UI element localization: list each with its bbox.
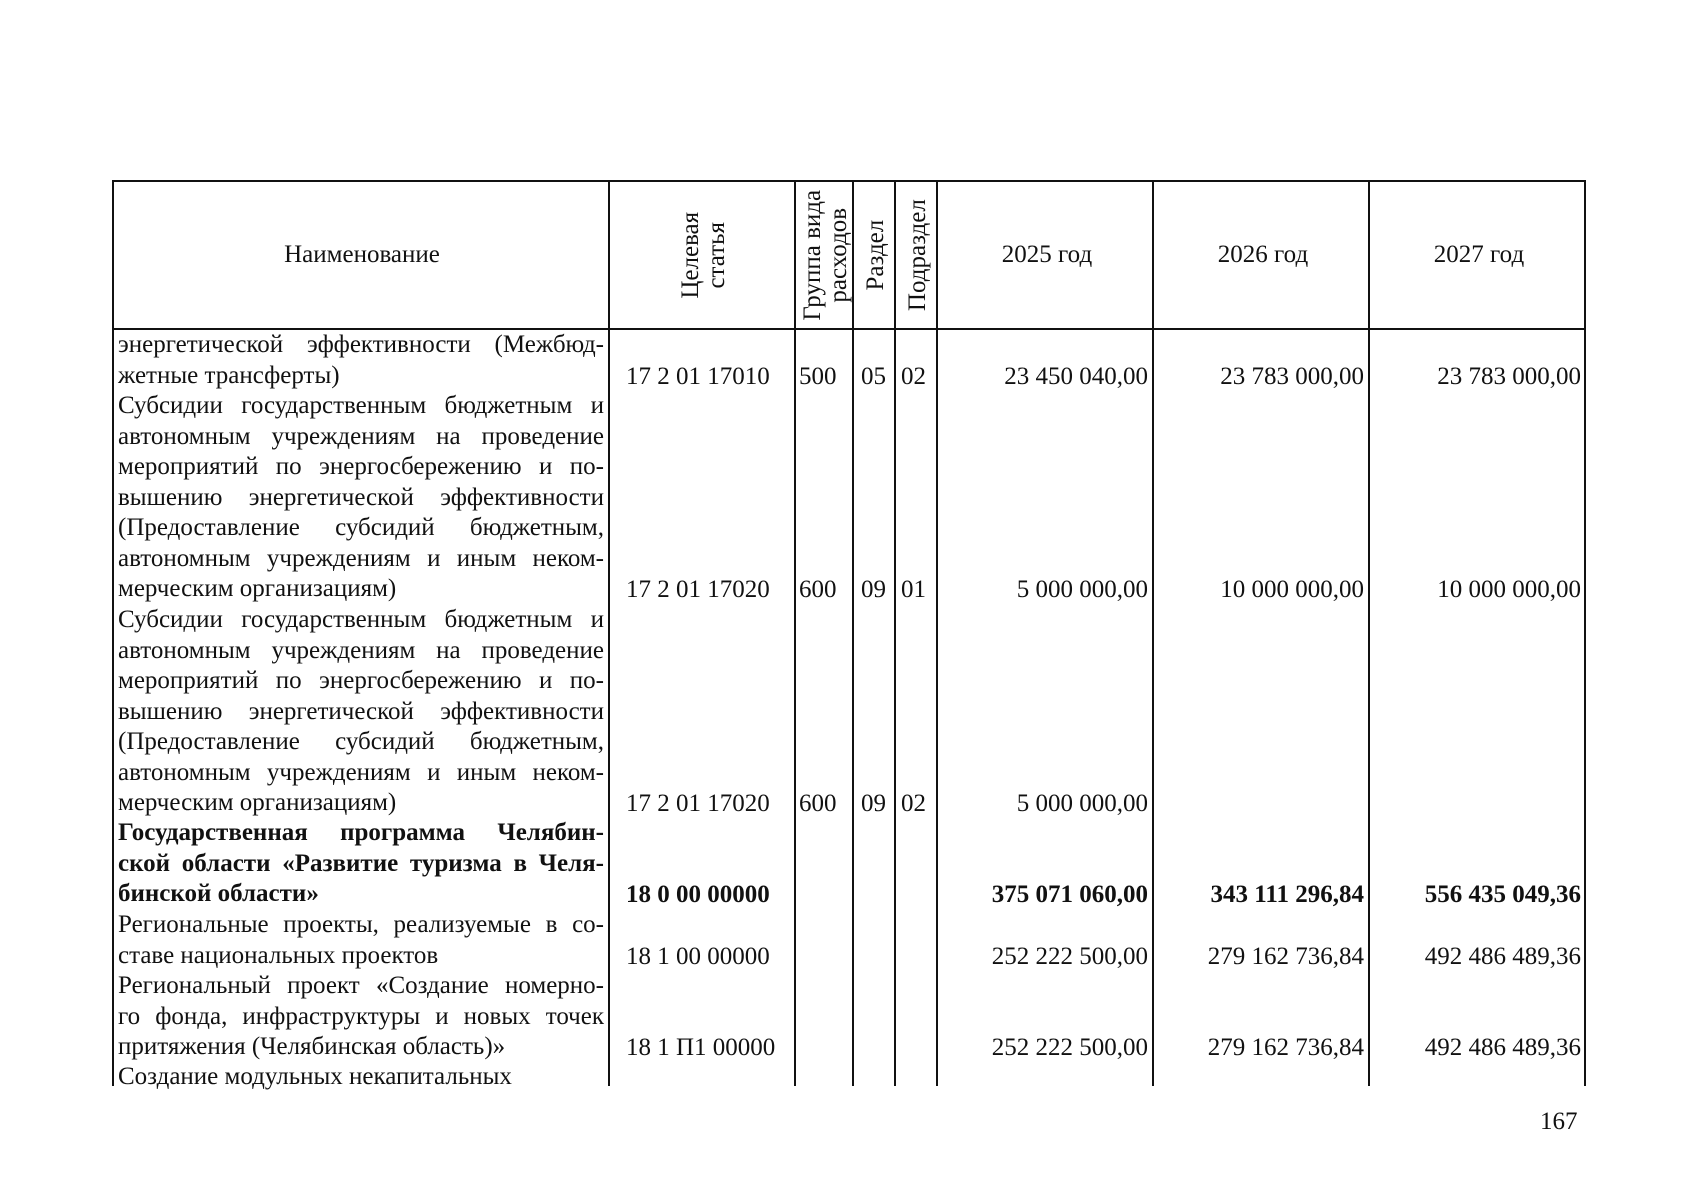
row-name-line: Региональные проекты, реализуемые в со- [118, 911, 604, 938]
row-name [118, 818, 604, 910]
page-number: 167 [1540, 1108, 1578, 1135]
row-name-line: вышению энергетической эффективности [118, 697, 604, 725]
row-name-line: Государственная программа Челябин- [118, 819, 604, 846]
row-amount-2027: 556 435 049,36 [1424, 881, 1581, 908]
grid-line [894, 180, 896, 1086]
row-name-line: энергетической эффективности (Межбюд- [118, 331, 604, 358]
row-subsection: 02 [901, 790, 926, 817]
header-label-line: статья [702, 221, 730, 289]
header-expense-group-label [800, 190, 853, 321]
row-expense-group: 600 [799, 790, 837, 817]
row-amount-2027: 492 486 489,36 [1424, 942, 1581, 970]
header-year-2025-label: 2025 год [1001, 241, 1093, 268]
table-header [112, 180, 1586, 330]
grid-line [936, 180, 938, 1086]
header-expense-group [798, 182, 854, 328]
header-year-2026 [1156, 182, 1370, 328]
row-name-line: Субсидии государственным бюджетным и [118, 392, 604, 419]
row-name-line: мероприятий по энергосбережению и по- [118, 667, 604, 694]
row-name [118, 971, 604, 1063]
grid-line [852, 180, 854, 1086]
row-target-article: 17 2 01 17020 [626, 790, 770, 817]
row-name-line: автономным учреждениям и иным неком- [118, 758, 604, 786]
row-amount-2027: 10 000 000,00 [1437, 576, 1581, 603]
row-amount-2025: 252 222 500,00 [991, 1034, 1148, 1061]
row-amount-2027: 492 486 489,36 [1424, 1034, 1581, 1061]
row-amount-2026: 279 162 736,84 [1207, 1034, 1364, 1061]
header-name-label: Наименование [284, 241, 440, 268]
row-section: 05 [861, 362, 886, 390]
row-section: 09 [861, 790, 886, 817]
grid-line [608, 180, 610, 1086]
header-name [114, 182, 610, 328]
grid-line [1368, 180, 1370, 1086]
row-target-article: 17 2 01 17020 [626, 576, 770, 603]
header-section [856, 182, 896, 328]
row-name [118, 391, 604, 605]
row-name-line: Создание модульных некапитальных [118, 1063, 512, 1090]
row-name-line: бинской области» [118, 880, 319, 907]
row-amount-2025: 375 071 060,00 [991, 881, 1148, 908]
row-amount-2025: 5 000 000,00 [1016, 790, 1148, 817]
header-label-line: Целевая [676, 211, 704, 299]
row-name-line: ской области «Развитие туризма в Челя- [118, 849, 604, 877]
row-name-line: (Предоставление субсидий бюджетным, [118, 728, 604, 755]
row-name-line: (Предоставление субсидий бюджетным, [118, 514, 604, 541]
row-name-line: притяжения (Челябинская область)» [118, 1033, 506, 1060]
row-target-article: 18 1 00 00000 [626, 942, 770, 970]
row-name-line: мерческим организациям) [118, 575, 397, 602]
header-label-line: Группа вида [798, 189, 826, 321]
header-year-2027 [1372, 182, 1586, 328]
grid-line [112, 180, 114, 1086]
grid-line [1584, 180, 1586, 1086]
row-section: 09 [861, 576, 886, 603]
row-name-line: автономным учреждениям на проведение [118, 636, 604, 664]
row-name-line: жетные трансферты) [118, 361, 340, 389]
row-expense-group: 500 [799, 362, 837, 390]
row-amount-2026: 10 000 000,00 [1220, 576, 1364, 603]
header-label-line: расходов [825, 207, 852, 303]
row-subsection: 01 [901, 576, 926, 603]
row-amount-2026: 279 162 736,84 [1207, 942, 1364, 970]
row-name-line: мерческим организациям) [118, 789, 397, 816]
row-name-line: автономным учреждениям на проведение [118, 422, 604, 450]
row-name [118, 605, 604, 819]
header-target-article [612, 182, 796, 328]
row-name-line: Субсидии государственным бюджетным и [118, 606, 604, 633]
row-expense-group: 600 [799, 576, 837, 603]
header-subsection-label: Подраздел [903, 199, 931, 311]
header-year-2025 [940, 182, 1154, 328]
row-amount-2027: 23 783 000,00 [1437, 362, 1581, 390]
row-name-line: вышению энергетической эффективности [118, 483, 604, 511]
row-name-line: автономным учреждениям и иным неком- [118, 544, 604, 572]
row-amount-2025: 5 000 000,00 [1016, 576, 1148, 603]
row-name [118, 910, 604, 971]
row-target-article: 18 0 00 00000 [626, 881, 770, 908]
header-year-2027-label: 2027 год [1433, 241, 1525, 268]
row-name-line: го фонда, инфраструктуры и новых точек [118, 1002, 604, 1030]
grid-line [1152, 180, 1154, 1086]
row-name-line: мероприятий по энергосбережению и по- [118, 453, 604, 480]
row-subsection: 02 [901, 362, 926, 390]
row-name-line: ставе национальных проектов [118, 941, 439, 969]
header-section-label: Раздел [861, 219, 889, 291]
row-name [118, 330, 604, 391]
row-target-article: 18 1 П1 00000 [626, 1034, 776, 1061]
row-name [118, 1062, 604, 1093]
header-target-article-label [678, 212, 731, 299]
row-name-line: Региональный проект «Создание номерно- [118, 972, 604, 999]
row-target-article: 17 2 01 17010 [626, 362, 770, 390]
header-subsection [898, 182, 938, 328]
row-amount-2025: 252 222 500,00 [991, 942, 1148, 970]
row-amount-2025: 23 450 040,00 [1004, 362, 1148, 390]
grid-line [794, 180, 796, 1086]
header-year-2026-label: 2026 год [1217, 241, 1309, 268]
row-amount-2026: 343 111 296,84 [1210, 881, 1364, 908]
row-amount-2026: 23 783 000,00 [1220, 362, 1364, 390]
